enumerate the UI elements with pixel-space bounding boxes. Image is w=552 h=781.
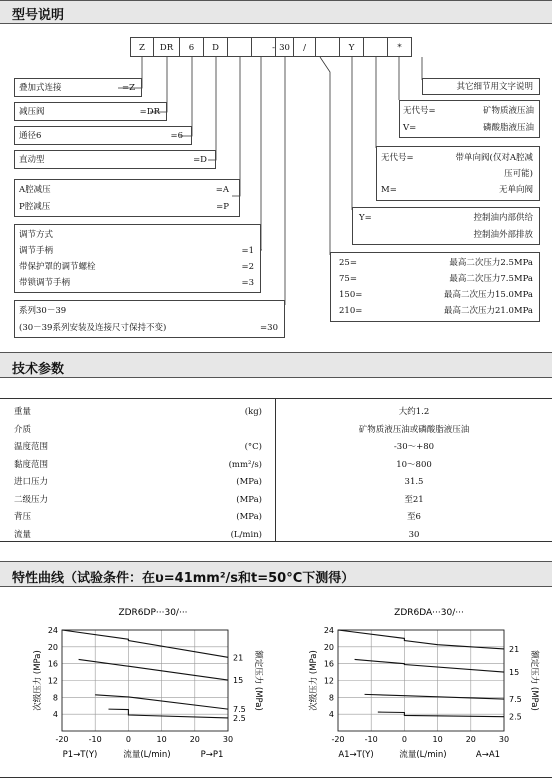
option-adjust bbox=[14, 224, 261, 293]
option-drain bbox=[352, 207, 540, 245]
adjust-3-label: 带锁调节手柄 bbox=[19, 278, 71, 288]
chart-title: ZDR6DP···30/··· bbox=[118, 608, 188, 618]
tech-row bbox=[0, 492, 552, 508]
option-connection-code: =Z bbox=[121, 83, 135, 93]
tech-row bbox=[0, 439, 552, 455]
check-2-desc: 压可能) bbox=[504, 169, 533, 179]
series-line bbox=[355, 659, 504, 672]
code-box-type: D bbox=[204, 37, 228, 57]
y-tick-label: 4 bbox=[328, 710, 334, 720]
x-tick-label: 0 bbox=[125, 735, 131, 744]
option-other bbox=[422, 78, 540, 95]
y-tick-label: 12 bbox=[47, 676, 58, 686]
y-axis-label: 次级压力 (MPa) bbox=[33, 650, 43, 711]
tech-row-name: 黏度范围 bbox=[14, 459, 49, 470]
curve-section-header bbox=[0, 561, 552, 587]
y-tick-label: 16 bbox=[47, 659, 58, 669]
fluid-2-desc: 磷酸脂液压油 bbox=[482, 123, 534, 133]
x-tick-label: -20 bbox=[55, 735, 69, 744]
pressure-2-code: 75= bbox=[339, 274, 357, 284]
series-line bbox=[108, 709, 228, 718]
option-type bbox=[14, 150, 216, 169]
series-line bbox=[62, 630, 228, 657]
option-series bbox=[14, 300, 285, 338]
y-tick-label: 24 bbox=[47, 626, 58, 635]
code-box-fluid: * bbox=[388, 37, 412, 57]
pressure-3-code: 150= bbox=[339, 290, 363, 300]
tech-row-unit: (MPa) bbox=[236, 512, 262, 522]
series-line bbox=[338, 630, 504, 649]
tech-row bbox=[0, 422, 552, 438]
x-axis-label-right: P→P1 bbox=[200, 750, 224, 760]
adjust-2-code: =2 bbox=[241, 262, 254, 272]
series-line1: 系列30－39 bbox=[19, 306, 67, 316]
y2-tick-label: 15 bbox=[509, 668, 520, 678]
code-box-dr: DR bbox=[154, 37, 180, 57]
y2-tick-label: 21 bbox=[509, 644, 520, 654]
x-tick-label: 0 bbox=[401, 735, 407, 744]
chart-zdr6dp bbox=[0, 598, 270, 778]
model-section-title: 型号说明 bbox=[12, 8, 65, 23]
adjust-3-code: =3 bbox=[241, 278, 254, 288]
tech-table-top-rule bbox=[0, 398, 552, 399]
drain-2-desc: 控制油外部排放 bbox=[473, 230, 533, 240]
tech-row bbox=[0, 527, 552, 543]
adjust-2-label: 带保护罩的调节螺栓 bbox=[19, 262, 96, 272]
tech-row-value: 31.5 bbox=[404, 477, 424, 487]
tech-row bbox=[0, 474, 552, 490]
tech-row-name: 背压 bbox=[14, 512, 32, 522]
x-tick-label: 10 bbox=[432, 735, 443, 744]
tech-row-name: 流量 bbox=[14, 529, 32, 540]
tech-row bbox=[0, 509, 552, 525]
tech-section-title: 技术参数 bbox=[12, 362, 65, 377]
x-tick-label: 20 bbox=[189, 735, 200, 744]
x-tick-label: -10 bbox=[88, 735, 102, 744]
option-check bbox=[376, 146, 540, 201]
curve-section-title: 特性曲线（试验条件：在υ=41mm²/s和t=50°C下测得） bbox=[12, 571, 355, 586]
tech-row-value: -30～+80 bbox=[393, 442, 435, 452]
y-tick-label: 20 bbox=[323, 642, 334, 652]
adjust-1-label: 调节手柄 bbox=[19, 246, 54, 256]
option-type-label: 直动型 bbox=[19, 155, 45, 165]
code-box-size: 6 bbox=[180, 37, 204, 57]
y-tick-label: 8 bbox=[52, 693, 58, 703]
tech-row-name: 重量 bbox=[14, 407, 32, 417]
chamber-p-label: P腔减压 bbox=[19, 202, 51, 212]
option-size-label: 通径6 bbox=[19, 131, 42, 141]
check-1-desc: 带单向阀(仅对A腔减 bbox=[455, 153, 533, 163]
tech-row-value: 至21 bbox=[404, 494, 424, 505]
chamber-a-code: =A bbox=[215, 185, 229, 195]
x-tick-label: 20 bbox=[465, 735, 476, 744]
other-label: 其它细节用文字说明 bbox=[456, 82, 533, 92]
option-chamber bbox=[14, 179, 240, 217]
tech-row-unit: (kg) bbox=[244, 407, 262, 417]
page-bottom-rule bbox=[0, 777, 552, 778]
pressure-4-desc: 最高二次压力21.0MPa bbox=[443, 306, 533, 316]
tech-row-unit: (L/min) bbox=[230, 529, 262, 540]
y-axis-label: 次级压力 (MPa) bbox=[309, 650, 319, 711]
pressure-1-desc: 最高二次压力2.5MPa bbox=[449, 258, 533, 268]
x-axis-label-left: P1→T(Y) bbox=[62, 750, 98, 760]
chamber-a-label: A腔减压 bbox=[19, 185, 51, 195]
option-pressure bbox=[330, 252, 540, 322]
drain-1-desc: 控制油内部供给 bbox=[473, 213, 533, 223]
option-connection-label: 叠加式连接 bbox=[19, 83, 62, 93]
code-box-drain: Y bbox=[340, 37, 364, 57]
y2-tick-label: 2.5 bbox=[233, 713, 246, 723]
y2-tick-label: 2.5 bbox=[509, 712, 522, 722]
series-code: =30 bbox=[260, 323, 278, 333]
y-tick-label: 20 bbox=[47, 642, 58, 652]
tech-section-header bbox=[0, 352, 552, 378]
y2-tick-label: 15 bbox=[233, 676, 244, 686]
x-axis-label: 流量(L/min) bbox=[123, 750, 171, 760]
adjust-1-code: =1 bbox=[241, 246, 254, 256]
tech-row-unit: (MPa) bbox=[236, 494, 262, 505]
fluid-2-code: V= bbox=[403, 123, 417, 133]
tech-row-value: 大约1.2 bbox=[398, 407, 430, 417]
option-type-code: =D bbox=[193, 155, 207, 165]
tech-row-unit: (°C) bbox=[244, 442, 262, 452]
fluid-1-desc: 矿物质液压油 bbox=[482, 106, 534, 116]
code-box-slash: / bbox=[294, 37, 316, 57]
y-tick-label: 24 bbox=[323, 626, 334, 635]
y-tick-label: 16 bbox=[323, 659, 334, 669]
adjust-title: 调节方式 bbox=[19, 230, 54, 240]
pressure-1-code: 25= bbox=[339, 258, 357, 268]
check-3-code: M= bbox=[381, 185, 397, 195]
x-tick-label: 10 bbox=[156, 735, 167, 744]
option-fluid bbox=[399, 100, 540, 138]
chart-zdr6da bbox=[276, 598, 546, 778]
x-axis-label-right: A→A1 bbox=[475, 750, 501, 760]
code-box-series: 30 bbox=[276, 37, 294, 57]
tech-row-unit: (MPa) bbox=[236, 477, 262, 487]
tech-row bbox=[0, 457, 552, 473]
y-tick-label: 4 bbox=[52, 710, 58, 720]
y2-axis-label: 额定压力 (MPa) bbox=[253, 650, 263, 711]
series-line bbox=[365, 694, 504, 699]
tech-row-name: 进口压力 bbox=[14, 477, 49, 487]
tech-row-value: 矿物质液压油或磷酸脂液压油 bbox=[358, 424, 470, 435]
check-3-desc: 无单向阀 bbox=[498, 185, 533, 195]
option-size bbox=[14, 126, 192, 145]
tech-row-value: 至6 bbox=[407, 512, 421, 522]
chamber-p-code: =P bbox=[216, 202, 229, 212]
x-tick-label: -10 bbox=[364, 735, 378, 744]
y2-tick-label: 7.5 bbox=[233, 705, 246, 715]
x-axis-label-left: A1→T(Y) bbox=[338, 750, 374, 760]
tech-row-value: 10～800 bbox=[396, 459, 432, 470]
option-valve-code: =DR bbox=[139, 107, 160, 117]
chart-title: ZDR6DA···30/··· bbox=[394, 608, 464, 618]
tech-row-name: 二级压力 bbox=[14, 494, 49, 505]
x-tick-label: 30 bbox=[498, 735, 510, 744]
fluid-1-code: 无代号= bbox=[403, 106, 436, 116]
y2-axis-label: 额定压力 (MPa) bbox=[529, 650, 539, 711]
option-valve-label: 减压阀 bbox=[19, 107, 45, 117]
y-tick-label: 8 bbox=[328, 693, 334, 703]
series-line bbox=[79, 659, 228, 680]
y2-tick-label: 7.5 bbox=[509, 695, 522, 705]
tech-row-name: 温度范围 bbox=[14, 442, 49, 452]
check-1-code: 无代号= bbox=[381, 153, 414, 163]
code-box-adjust: - bbox=[252, 37, 276, 57]
x-tick-label: -20 bbox=[331, 735, 345, 744]
drain-1-code: Y= bbox=[359, 213, 372, 223]
code-box-z: Z bbox=[130, 37, 154, 57]
pressure-4-code: 210= bbox=[339, 306, 363, 316]
tech-row bbox=[0, 404, 552, 420]
pressure-3-desc: 最高二次压力15.0MPa bbox=[443, 290, 533, 300]
x-axis-label: 流量(L/min) bbox=[399, 750, 447, 760]
series-line2: (30－39系列安装及连接尺寸保持不变) bbox=[19, 323, 167, 333]
tech-row-unit: (mm²/s) bbox=[228, 459, 262, 470]
option-connection bbox=[14, 78, 142, 97]
option-valve bbox=[14, 102, 167, 121]
tech-row-value: 30 bbox=[408, 529, 420, 540]
option-size-code: =6 bbox=[170, 131, 183, 141]
x-tick-label: 30 bbox=[222, 735, 234, 744]
tech-row-name: 介质 bbox=[14, 424, 32, 435]
y-tick-label: 12 bbox=[323, 676, 334, 686]
pressure-2-desc: 最高二次压力7.5MPa bbox=[449, 274, 533, 284]
y2-tick-label: 21 bbox=[233, 653, 244, 663]
